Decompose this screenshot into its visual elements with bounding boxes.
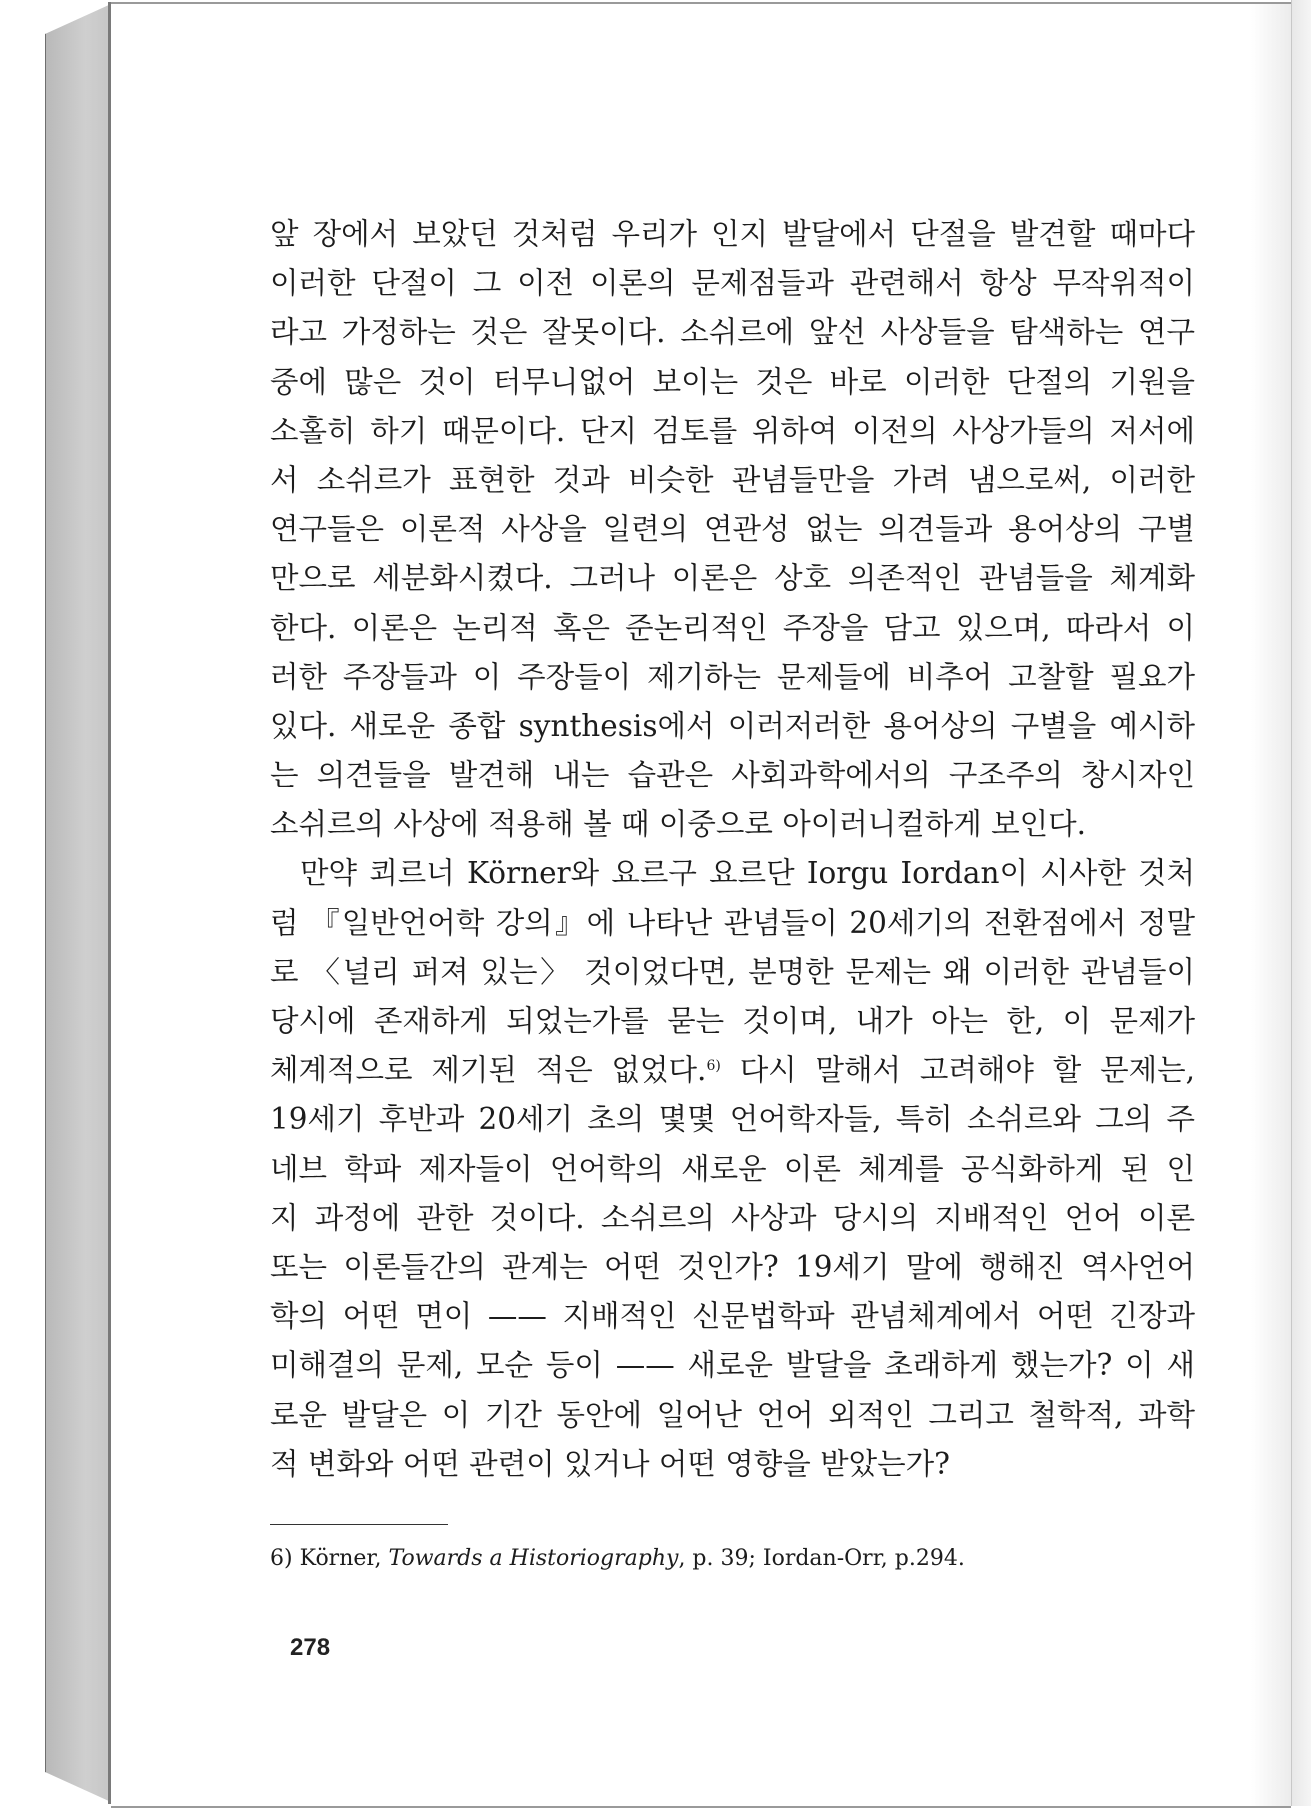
page-number: 278: [290, 1634, 331, 1661]
text-line: 서 소쉬르가 표현한 것과 비슷한 관념들만을 가려 냄으로써, 이러한: [270, 462, 1195, 497]
text-line: 한다. 이론은 논리적 혹은 준논리적인 주장을 담고 있으며, 따라서 이: [270, 610, 1195, 645]
text-line: 적 변화와 어떤 관련이 있거나 어떤 영향을 받았는가?: [270, 1446, 950, 1481]
paragraph-1: [270, 210, 1195, 849]
text-line: 네브 학파 제자들이 언어학의 새로운 이론 체계를 공식화하게 된 인: [270, 1151, 1195, 1186]
text-line: 는 의견들을 발견해 내는 습관은 사회과학에서의 구조주의 창시자인: [270, 758, 1195, 793]
text-line: 미해결의 문제, 모순 등이 —— 새로운 발달을 초래하게 했는가? 이 새: [270, 1348, 1195, 1383]
text-line: 중에 많은 것이 터무니없어 보이는 것은 바로 이러한 단절의 기원을: [270, 364, 1195, 399]
text-line: 소홀히 하기 때문이다. 단지 검토를 위하여 이전의 사상가들의 저서에: [270, 413, 1195, 448]
footnote-divider: [270, 1524, 448, 1525]
text-line: 만약 쾨르너 Körner와 요르구 요르단 Iorgu Iordan이 시사한 것처: [300, 856, 1195, 891]
text-line: 럼 『일반언어학 강의』에 나타난 관념들이 20세기의 전환점에서 정말: [270, 905, 1195, 940]
text-line: 있다. 새로운 종합 synthesis에서 이러저러한 용어상의 구별을 예시하: [270, 708, 1195, 743]
text-line: 학의 어떤 면이 —— 지배적인 신문법학파 관념체계에서 어떤 긴장과: [270, 1299, 1195, 1334]
text-line: 앞 장에서 보았던 것처럼 우리가 인지 발달에서 단절을 발견할 때마다: [270, 217, 1195, 251]
text-line-head: 체계적으로 제기된 적은 없었다.: [270, 1053, 707, 1088]
paragraph-2: [270, 849, 1195, 1488]
text-line: 라고 가정하는 것은 잘못이다. 소쉬르에 앞선 사상들을 탐색하는 연구: [270, 315, 1195, 350]
text-line: 러한 주장들과 이 주장들이 제기하는 문제들에 비추어 고찰할 필요가: [270, 659, 1195, 694]
page-shade: [1251, 4, 1291, 1806]
footnote-ref[interactable]: 6): [706, 1058, 721, 1075]
footnote-title: Towards a Historiography: [388, 1546, 679, 1571]
text-line: 연구들은 이론적 사상을 일련의 연관성 없는 의견들과 용어상의 구별: [270, 512, 1195, 547]
text-line: 이러한 단절이 그 이전 이론의 문제점들과 관련해서 항상 무작위적이: [270, 266, 1195, 301]
text-line: 당시에 존재하게 되었는가를 묻는 것이며, 내가 아는 한, 이 문제가: [270, 1004, 1195, 1038]
text-line: 19세기 후반과 20세기 초의 몇몇 언어학자들, 특히 소쉬르와 그의 주: [270, 1102, 1195, 1137]
book-spine: [45, 4, 112, 1802]
text-line-tail: 다시 말해서 고려해야 할 문제는,: [739, 1053, 1195, 1088]
text-line: 또는 이론들간의 관계는 어떤 것인가? 19세기 말에 행해진 역사언어: [270, 1249, 1195, 1284]
text-line: 지 과정에 관한 것이다. 소쉬르의 사상과 당시의 지배적인 언어 이론: [270, 1200, 1195, 1235]
footnote-number: 6): [270, 1546, 293, 1571]
text-line: 로 〈널리 퍼져 있는〉 것이었다면, 분명한 문제는 왜 이러한 관념들이: [270, 954, 1195, 989]
body-text: [270, 210, 1195, 1489]
footnote-rest: , p. 39; Iordan-Orr, p.294.: [678, 1546, 965, 1571]
text-line: 만으로 세분화시켰다. 그러나 이론은 상호 의존적인 관념들을 체계화: [270, 561, 1195, 596]
text-line: 로운 발달은 이 기간 동안에 일어난 언어 외적인 그리고 철학적, 과학: [270, 1397, 1195, 1432]
text-line: 소쉬르의 사상에 적용해 볼 때 이중으로 아이러니컬하게 보인다.: [270, 807, 1086, 842]
footnote-author: Körner,: [299, 1546, 382, 1571]
page-outer-edge: [1291, 0, 1311, 1806]
footnote: [270, 1542, 1190, 1576]
text-line: [270, 1046, 1195, 1095]
